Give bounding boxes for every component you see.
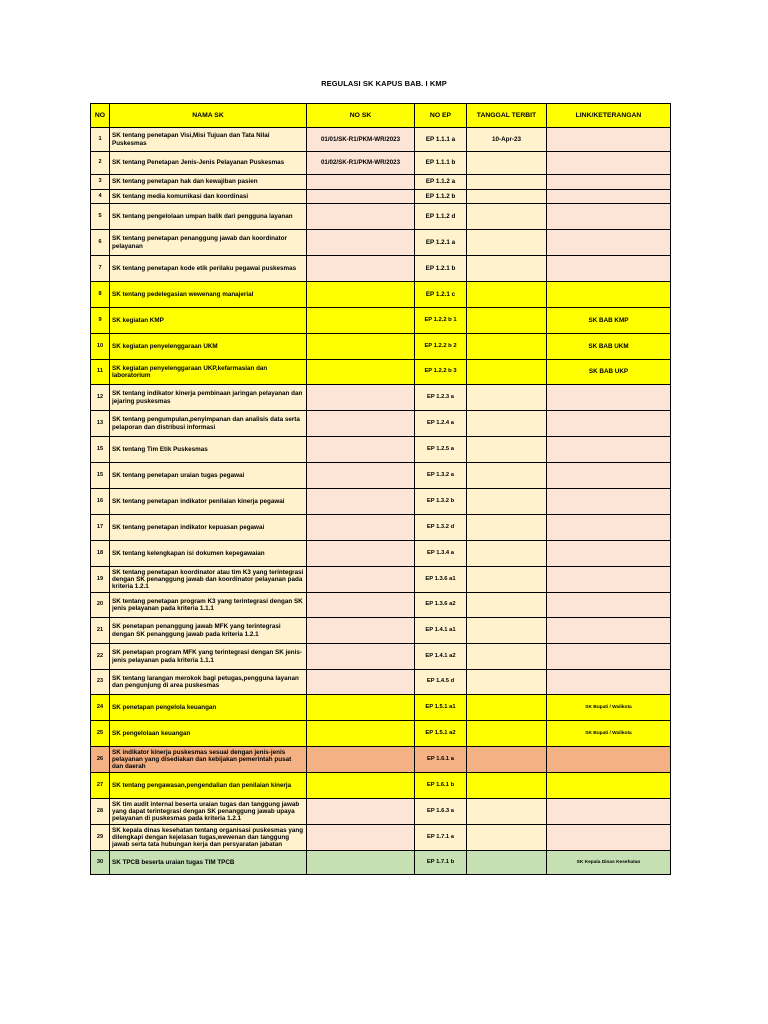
cell-no-sk [307,825,415,851]
cell-no-sk [307,695,415,721]
cell-no-sk [307,385,415,411]
cell-no: 1 [91,128,110,152]
cell-nama-sk: SK indikator kinerja puskesmas sesuai dengan jenis-jenis pelayanan yang disediakan dan kebijakan pemerintah pusat dan daerah [110,747,307,773]
cell-nama-sk: SK tentang penetapan penanggung jawab dan koordinator pelayanan [110,230,307,256]
cell-no-sk [307,618,415,644]
cell-nama-sk: SK kegiatan penyelenggaraan UKM [110,334,307,360]
cell-no: 7 [91,256,110,282]
cell-no-sk [307,747,415,773]
cell-nama-sk: SK penetapan pengelola keuangan [110,695,307,721]
cell-nama-sk: SK tentang pengelolaan umpan balik dari pengguna layanan [110,204,307,230]
cell-no-sk [307,282,415,308]
cell-no-sk: 01/01/SK-R1/PKM-WR/2023 [307,128,415,152]
cell-no-sk [307,334,415,360]
cell-nama-sk: SK tentang penetapan uraian tugas pegawai [110,463,307,489]
cell-no-ep: EP 1.2.3 a [415,385,467,411]
cell-link-keterangan [547,190,671,204]
cell-no-sk [307,851,415,875]
cell-no-sk [307,593,415,618]
cell-tanggal-terbit [467,256,547,282]
table-row [91,489,671,515]
cell-tanggal-terbit [467,618,547,644]
cell-no: 26 [91,747,110,773]
cell-tanggal-terbit [467,644,547,670]
cell-tanggal-terbit [467,489,547,515]
cell-link-keterangan [547,128,671,152]
cell-no-ep: EP 1.6.1 b [415,773,467,799]
cell-link-keterangan [547,670,671,695]
cell-link-keterangan: SK Bupati / Walikota [547,721,671,747]
cell-tanggal-terbit [467,463,547,489]
cell-tanggal-terbit [467,334,547,360]
cell-nama-sk: SK tentang penetapan Visi,Misi Tujuan dan Tata Nilai Puskesmas [110,128,307,152]
cell-tanggal-terbit [467,541,547,567]
cell-tanggal-terbit [467,308,547,334]
cell-no: 19 [91,567,110,593]
cell-nama-sk: SK tentang Tim Etik Puskesmas [110,437,307,463]
table-row [91,670,671,695]
cell-no: 17 [91,515,110,541]
cell-nama-sk: SK tentang pengumpulan,penyimpanan dan analisis data serta pelaporan dan distribusi informasi [110,411,307,437]
cell-no-sk [307,411,415,437]
cell-no: 29 [91,825,110,851]
table-row [91,411,671,437]
cell-link-keterangan [547,593,671,618]
cell-no-sk [307,256,415,282]
table-row [91,825,671,851]
header-tanggal-terbit: TANGGAL TERBIT [467,104,547,128]
cell-tanggal-terbit: 10-Apr-23 [467,128,547,152]
cell-nama-sk: SK kepala dinas kesehatan tentang organisasi puskesmas yang dilengkapi dengan kejelasan tugas,wewenan dan tanggung jawab serta tata hubungan kerja dan persyaratan jabatan [110,825,307,851]
table-row [91,799,671,825]
cell-no-sk [307,204,415,230]
cell-no-ep: EP 1.5.1 a1 [415,695,467,721]
table-row [91,721,671,747]
cell-no-ep: EP 1.2.2 b 3 [415,360,467,385]
cell-tanggal-terbit [467,721,547,747]
table-row [91,644,671,670]
cell-no-sk [307,799,415,825]
cell-nama-sk: SK tentang pengawasan,pengendalian dan penilaian kinerja [110,773,307,799]
cell-no: 2 [91,152,110,175]
table-row [91,851,671,875]
cell-link-keterangan [547,541,671,567]
cell-nama-sk: SK tentang pedelegasian wewenang manajerial [110,282,307,308]
cell-link-keterangan [547,256,671,282]
cell-no: 18 [91,541,110,567]
cell-tanggal-terbit [467,799,547,825]
cell-no-ep: EP 1.2.4 a [415,411,467,437]
cell-link-keterangan [547,463,671,489]
cell-tanggal-terbit [467,773,547,799]
cell-no-sk [307,644,415,670]
cell-no-sk [307,175,415,190]
cell-no: 6 [91,230,110,256]
cell-nama-sk: SK TPCB beserta uraian tugas TIM TPCB [110,851,307,875]
cell-link-keterangan [547,515,671,541]
cell-nama-sk: SK kegiatan KMP [110,308,307,334]
cell-no-ep: EP 1.3.2 a [415,463,467,489]
cell-tanggal-terbit [467,282,547,308]
cell-no: 15 [91,463,110,489]
cell-link-keterangan [547,567,671,593]
cell-tanggal-terbit [467,851,547,875]
cell-no-ep: EP 1.1.2 d [415,204,467,230]
cell-link-keterangan [547,747,671,773]
cell-nama-sk: SK tentang Penetapan Jenis-Jenis Pelayanan Puskesmas [110,152,307,175]
cell-tanggal-terbit [467,515,547,541]
table-row [91,128,671,152]
cell-tanggal-terbit [467,670,547,695]
cell-no-ep: EP 1.2.1 b [415,256,467,282]
cell-no-sk [307,670,415,695]
table-row [91,593,671,618]
cell-no-ep: EP 1.5.1 a2 [415,721,467,747]
table-row [91,308,671,334]
cell-no: 21 [91,618,110,644]
cell-no-sk [307,721,415,747]
table-row [91,334,671,360]
cell-no-ep: EP 1.2.1 c [415,282,467,308]
cell-link-keterangan [547,618,671,644]
table-row [91,773,671,799]
table-row [91,256,671,282]
cell-tanggal-terbit [467,360,547,385]
page-title: REGULASI SK KAPUS BAB. I KMP [321,79,447,88]
table-row [91,463,671,489]
cell-no-sk: 01/02/SK-R1/PKM-WR/2023 [307,152,415,175]
cell-no-sk [307,230,415,256]
table-row [91,230,671,256]
cell-tanggal-terbit [467,152,547,175]
cell-tanggal-terbit [467,593,547,618]
cell-link-keterangan [547,204,671,230]
cell-link-keterangan [547,825,671,851]
header-nama-sk: NAMA SK [110,104,307,128]
cell-nama-sk: SK tim audit internal beserta uraian tugas dan tanggung jawab yang dapat terintegrasi dengan SK penanggung jawab upaya pelayanan di puskesmas pada kriteria 1.2.1 [110,799,307,825]
cell-no-ep: EP 1.7.1 b [415,851,467,875]
cell-no: 3 [91,175,110,190]
cell-nama-sk: SK tentang penetapan indikator kepuasan pegawai [110,515,307,541]
cell-no: 10 [91,334,110,360]
cell-nama-sk: SK kegiatan penyelenggaraan UKP,kefarmasian dan laboratorium [110,360,307,385]
header-no-sk: NO SK [307,104,415,128]
header-no: NO [91,104,110,128]
cell-link-keterangan [547,230,671,256]
table-row [91,567,671,593]
table-row [91,618,671,644]
cell-no: 30 [91,851,110,875]
cell-no: 8 [91,282,110,308]
cell-link-keterangan [547,152,671,175]
cell-no-sk [307,437,415,463]
cell-link-keterangan [547,644,671,670]
cell-no-ep: EP 1.1.2 b [415,190,467,204]
cell-link-keterangan: SK BAB UKM [547,334,671,360]
cell-no-ep: EP 1.3.2 b [415,489,467,515]
table-row [91,204,671,230]
cell-tanggal-terbit [467,747,547,773]
cell-no-ep: EP 1.2.2 b 2 [415,334,467,360]
cell-no-sk [307,463,415,489]
table-row [91,152,671,175]
cell-nama-sk: SK pengelolaan keuangan [110,721,307,747]
cell-tanggal-terbit [467,411,547,437]
cell-no-sk [307,360,415,385]
cell-no: 24 [91,695,110,721]
cell-no-ep: EP 1.3.6 a1 [415,567,467,593]
header-row [91,104,671,128]
cell-tanggal-terbit [467,437,547,463]
cell-no-ep: EP 1.1.1 b [415,152,467,175]
table-row [91,695,671,721]
cell-tanggal-terbit [467,825,547,851]
cell-nama-sk: SK tentang penetapan koordinator atau tim K3 yang terintegrasi dengan SK penanggung jawab dan koordinator pelayanan pada kriteria 1.2.1 [110,567,307,593]
cell-no: 28 [91,799,110,825]
cell-no: 9 [91,308,110,334]
cell-tanggal-terbit [467,190,547,204]
cell-no-sk [307,567,415,593]
cell-link-keterangan: SK BAB UKP [547,360,671,385]
table-row [91,190,671,204]
cell-no: 20 [91,593,110,618]
cell-nama-sk: SK penetapan penanggung jawab MFK yang terintegrasi dengan SK penanggung jawab pada kriteria 1.2.1 [110,618,307,644]
regulation-table [90,103,671,875]
table-row [91,437,671,463]
cell-no: 22 [91,644,110,670]
cell-no-ep: EP 1.2.5 a [415,437,467,463]
cell-tanggal-terbit [467,204,547,230]
cell-no-sk [307,190,415,204]
cell-link-keterangan [547,175,671,190]
cell-link-keterangan: SK Bupati / Walikota [547,695,671,721]
cell-no-sk [307,489,415,515]
cell-link-keterangan: SK Kepala Dinas Kesehatan [547,851,671,875]
cell-link-keterangan [547,773,671,799]
cell-nama-sk: SK tentang kelengkapan isi dokumen kepegawaian [110,541,307,567]
cell-link-keterangan [547,411,671,437]
header-link-keterangan: LINK/KETERANGAN [547,104,671,128]
cell-link-keterangan [547,437,671,463]
cell-no-ep: EP 1.4.1 a1 [415,618,467,644]
cell-link-keterangan [547,799,671,825]
cell-nama-sk: SK tentang penetapan indikator penilaian kinerja pegawai [110,489,307,515]
cell-no: 4 [91,190,110,204]
table-row [91,541,671,567]
cell-tanggal-terbit [467,695,547,721]
header-no-ep: NO EP [415,104,467,128]
cell-nama-sk: SK tentang indikator kinerja pembinaan jaringan pelayanan dan jejaring puskesmas [110,385,307,411]
cell-no-ep: EP 1.1.2 a [415,175,467,190]
cell-no-ep: EP 1.1.1 a [415,128,467,152]
cell-no: 11 [91,360,110,385]
cell-link-keterangan [547,489,671,515]
cell-link-keterangan [547,385,671,411]
cell-no-ep: EP 1.3.4 a [415,541,467,567]
cell-link-keterangan [547,282,671,308]
cell-tanggal-terbit [467,175,547,190]
table-row [91,747,671,773]
cell-no-ep: EP 1.2.1 a [415,230,467,256]
cell-nama-sk: SK tentang penetapan hak dan kewajiban pasien [110,175,307,190]
cell-no-ep: EP 1.3.2 d [415,515,467,541]
table-row [91,385,671,411]
cell-nama-sk: SK tentang penetapan kode etik perilaku pegawai puskesmas [110,256,307,282]
cell-no: 15 [91,437,110,463]
table-row [91,360,671,385]
cell-tanggal-terbit [467,567,547,593]
cell-no: 5 [91,204,110,230]
cell-nama-sk: SK penetapan program MFK yang terintegrasi dengan SK jenis-jenis pelayanan pada kriteria 1.1.1 [110,644,307,670]
cell-no-sk [307,515,415,541]
cell-tanggal-terbit [467,230,547,256]
cell-no-ep: EP 1.6.3 a [415,799,467,825]
cell-no: 13 [91,411,110,437]
cell-link-keterangan: SK BAB KMP [547,308,671,334]
table-row [91,282,671,308]
cell-nama-sk: SK tentang larangan merokok bagi petugas,pengguna layanan dan pengunjung di area puskesmas [110,670,307,695]
cell-no: 25 [91,721,110,747]
cell-no-ep: EP 1.4.5 d [415,670,467,695]
cell-no: 27 [91,773,110,799]
cell-no: 23 [91,670,110,695]
cell-no-ep: EP 1.3.6 a2 [415,593,467,618]
cell-no-ep: EP 1.7.1 a [415,825,467,851]
table-row [91,515,671,541]
cell-no-sk [307,541,415,567]
table-row [91,175,671,190]
cell-nama-sk: SK tentang media komunikasi dan koordinasi [110,190,307,204]
cell-no-sk [307,308,415,334]
cell-nama-sk: SK tentang penetapan program K3 yang terintegrasi dengan SK jenis pelayanan pada kriteria 1.1.1 [110,593,307,618]
cell-no: 16 [91,489,110,515]
cell-no-ep: EP 1.4.1 a2 [415,644,467,670]
cell-no: 12 [91,385,110,411]
cell-no-ep: EP 1.2.2 b 1 [415,308,467,334]
cell-no-sk [307,773,415,799]
cell-no-ep: EP 1.6.1 a [415,747,467,773]
cell-tanggal-terbit [467,385,547,411]
